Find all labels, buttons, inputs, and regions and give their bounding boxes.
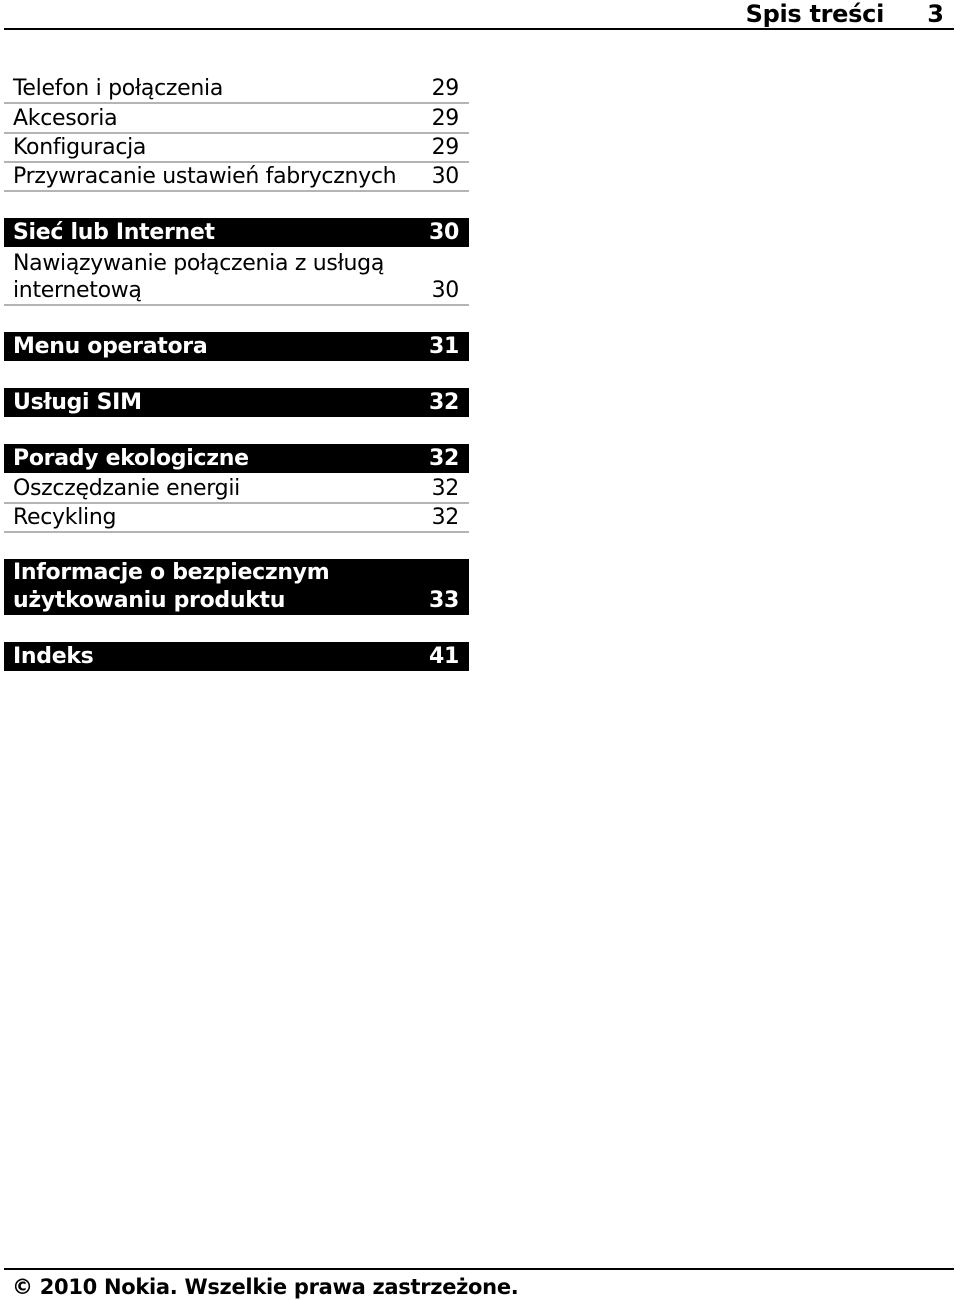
toc-chapter-page: 31: [428, 334, 459, 359]
toc-entry-label: Akcesoria: [13, 106, 118, 131]
toc-chapter-label: Informacje o bezpiecznym użytkowaniu produktu: [13, 560, 330, 613]
toc-entry-nawiazywanie-polaczenia[interactable]: [4, 248, 469, 306]
toc-chapter-label: Porady ekologiczne: [13, 446, 249, 471]
toc-entry-page: 29: [431, 135, 459, 160]
toc-chapter-page: 41: [428, 644, 459, 669]
toc-chapter-informacje-o-bezpiecznym[interactable]: [4, 559, 469, 615]
toc-chapter-porady-ekologiczne[interactable]: [4, 444, 469, 473]
toc-entry-label: Recykling: [13, 505, 117, 530]
toc-entry-label: Telefon i połączenia: [13, 76, 224, 101]
page-number: 3: [927, 0, 944, 28]
toc-chapter-label: Indeks: [13, 644, 94, 669]
page-title: Spis treści: [745, 0, 884, 28]
toc-entry-akcesoria[interactable]: [4, 104, 469, 134]
toc-entry-label: Konfiguracja: [13, 135, 147, 160]
toc-entry-page: 32: [431, 476, 459, 501]
page-footer: [4, 1268, 954, 1299]
toc-chapter-label: Menu operatora: [13, 334, 208, 359]
toc-entry-page: 29: [431, 106, 459, 131]
toc-entry-label: Oszczędzanie energii: [13, 476, 240, 501]
toc-entry-oszczedzanie-energii[interactable]: [4, 474, 469, 504]
toc-chapter-indeks[interactable]: [4, 642, 469, 671]
toc-chapter-uslugi-sim[interactable]: [4, 388, 469, 417]
toc-entry-label: Przywracanie ustawień fabrycznych: [13, 164, 397, 189]
toc-chapter-page: 32: [428, 446, 459, 471]
toc-entry-konfiguracja[interactable]: [4, 133, 469, 163]
toc-entry-page: 32: [431, 505, 459, 530]
toc-chapter-page: 33: [428, 588, 459, 613]
toc-chapter-menu-operatora[interactable]: [4, 332, 469, 361]
toc-chapter-page: 30: [428, 220, 459, 245]
toc-chapter-siec-lub-internet[interactable]: [4, 218, 469, 247]
toc-chapter-label: Usługi SIM: [13, 390, 142, 415]
toc-entry-label: Nawiązywanie połączenia z usługą internetową: [13, 251, 385, 303]
toc-chapter-label: Sieć lub Internet: [13, 220, 215, 245]
toc-entry-page: 30: [431, 278, 459, 303]
page-header: [4, 0, 954, 30]
toc-entry-telefon-i-polaczenia[interactable]: [4, 74, 469, 104]
copyright-notice: © 2010 Nokia. Wszelkie prawa zastrzeżone.: [12, 1275, 519, 1299]
toc-chapter-page: 32: [428, 390, 459, 415]
toc-entry-page: 29: [431, 76, 459, 101]
toc-entry-przywracanie-ustawien[interactable]: [4, 162, 469, 192]
toc-entry-page: 30: [431, 164, 459, 189]
toc-entry-recykling[interactable]: [4, 503, 469, 533]
